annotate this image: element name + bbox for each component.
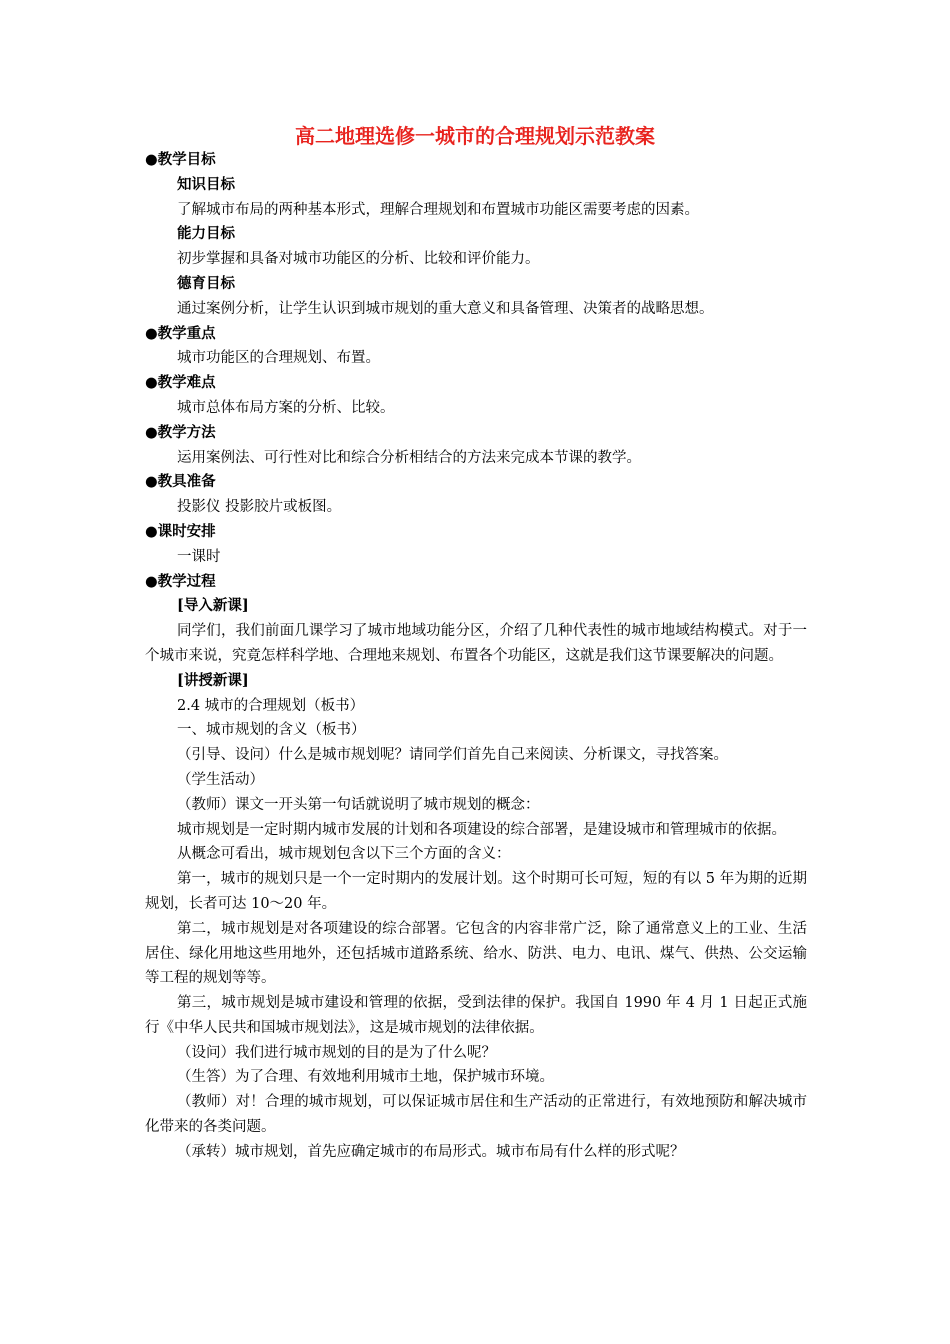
subsection-heading: [导入新课] bbox=[177, 597, 249, 615]
body-paragraph: 同学们，我们前面几课学习了城市地域功能分区，介绍了几种代表性的城市地域结构模式。对于一个城市来说，究竟怎样科学地、合理地来规划、布置各个功能区，这就是我们这节课要解决的问题。 bbox=[145, 623, 807, 664]
body-text: 初步掌握和具备对城市功能区的分析、比较和评价能力。 bbox=[177, 251, 540, 268]
body-text: （生答）为了合理、有效地利用城市土地，保护城市环境。 bbox=[177, 1069, 554, 1086]
body-text: （教师）课文一开头第一句话就说明了城市规划的概念： bbox=[177, 796, 540, 813]
subsection-heading: 知识目标 bbox=[177, 175, 235, 193]
section-heading: ●教学目标 bbox=[145, 151, 216, 168]
section-heading: ●教学方法 bbox=[145, 423, 216, 441]
section-heading: ●课时安排 bbox=[145, 522, 216, 540]
body-text: 运用案例法、可行性对比和综合分析相结合的方法来完成本节课的教学。 bbox=[177, 449, 641, 466]
subsection-heading: 能力目标 bbox=[177, 225, 235, 243]
section-heading: ●教学难点 bbox=[145, 374, 216, 392]
document-body bbox=[145, 148, 807, 1165]
document-title: 高二地理选修一城市的合理规划示范教案 bbox=[295, 124, 655, 148]
section-heading: ●教学过程 bbox=[145, 572, 216, 590]
subsection-heading: [讲授新课] bbox=[177, 671, 249, 689]
body-text: 一课时 bbox=[177, 548, 221, 565]
body-text: 一、城市规划的含义（板书） bbox=[177, 722, 366, 739]
body-text: 2.4 城市的合理规划（板书） bbox=[177, 697, 365, 714]
body-text: 通过案例分析，让学生认识到城市规划的重大意义和具备管理、决策者的战略思想。 bbox=[177, 300, 714, 317]
body-text: （设问）我们进行城市规划的目的是为了什么呢？ bbox=[177, 1044, 496, 1061]
body-text: 城市功能区的合理规划、布置。 bbox=[177, 350, 380, 367]
body-paragraph: 城市规划是一定时期内城市发展的计划和各项建设的综合部署，是建设城市和管理城市的依据。 bbox=[177, 821, 786, 838]
body-paragraph: 第二，城市规划是对各项建设的综合部署。它包含的内容非常广泛，除了通常意义上的工业、生活居住、绿化用地这些用地外，还包括城市道路系统、给水、防洪、电力、电讯、煤气、供热、公交运输等工程的规划等等。 bbox=[145, 920, 807, 987]
body-text: （承转）城市规划，首先应确定城市的布局形式。城市布局有什么样的形式呢？ bbox=[177, 1143, 685, 1160]
subsection-heading: 德育目标 bbox=[177, 274, 235, 292]
body-text: 从概念可看出，城市规划包含以下三个方面的含义： bbox=[177, 846, 511, 863]
section-heading: ●教学重点 bbox=[145, 324, 216, 342]
body-paragraph: 第三，城市规划是城市建设和管理的依据，受到法律的保护。我国自 1990 年 4 月 1 日起正式施行《中华人民共和国城市规划法》，这是城市规划的法律依据。 bbox=[145, 995, 807, 1036]
body-text: （引导、设问）什么是城市规划呢？请同学们首先自己来阅读、分析课文，寻找答案。 bbox=[177, 747, 728, 764]
body-text: 城市总体布局方案的分析、比较。 bbox=[177, 399, 395, 416]
body-text: （学生活动） bbox=[177, 771, 264, 788]
section-heading: ●教具准备 bbox=[145, 473, 216, 491]
body-text: 投影仪 投影胶片或板图。 bbox=[177, 499, 342, 516]
body-paragraph: （教师）对！合理的城市规划，可以保证城市居住和生产活动的正常进行，有效地预防和解决城市化带来的各类问题。 bbox=[145, 1094, 807, 1136]
body-text: 了解城市布局的两种基本形式，理解合理规划和布置城市功能区需要考虑的因素。 bbox=[177, 201, 699, 218]
body-paragraph: 第一，城市的规划只是一个一定时期内的发展计划。这个时期可长可短，短的有以 5 年为期的近期规划，长者可达 10～20 年。 bbox=[145, 871, 807, 912]
